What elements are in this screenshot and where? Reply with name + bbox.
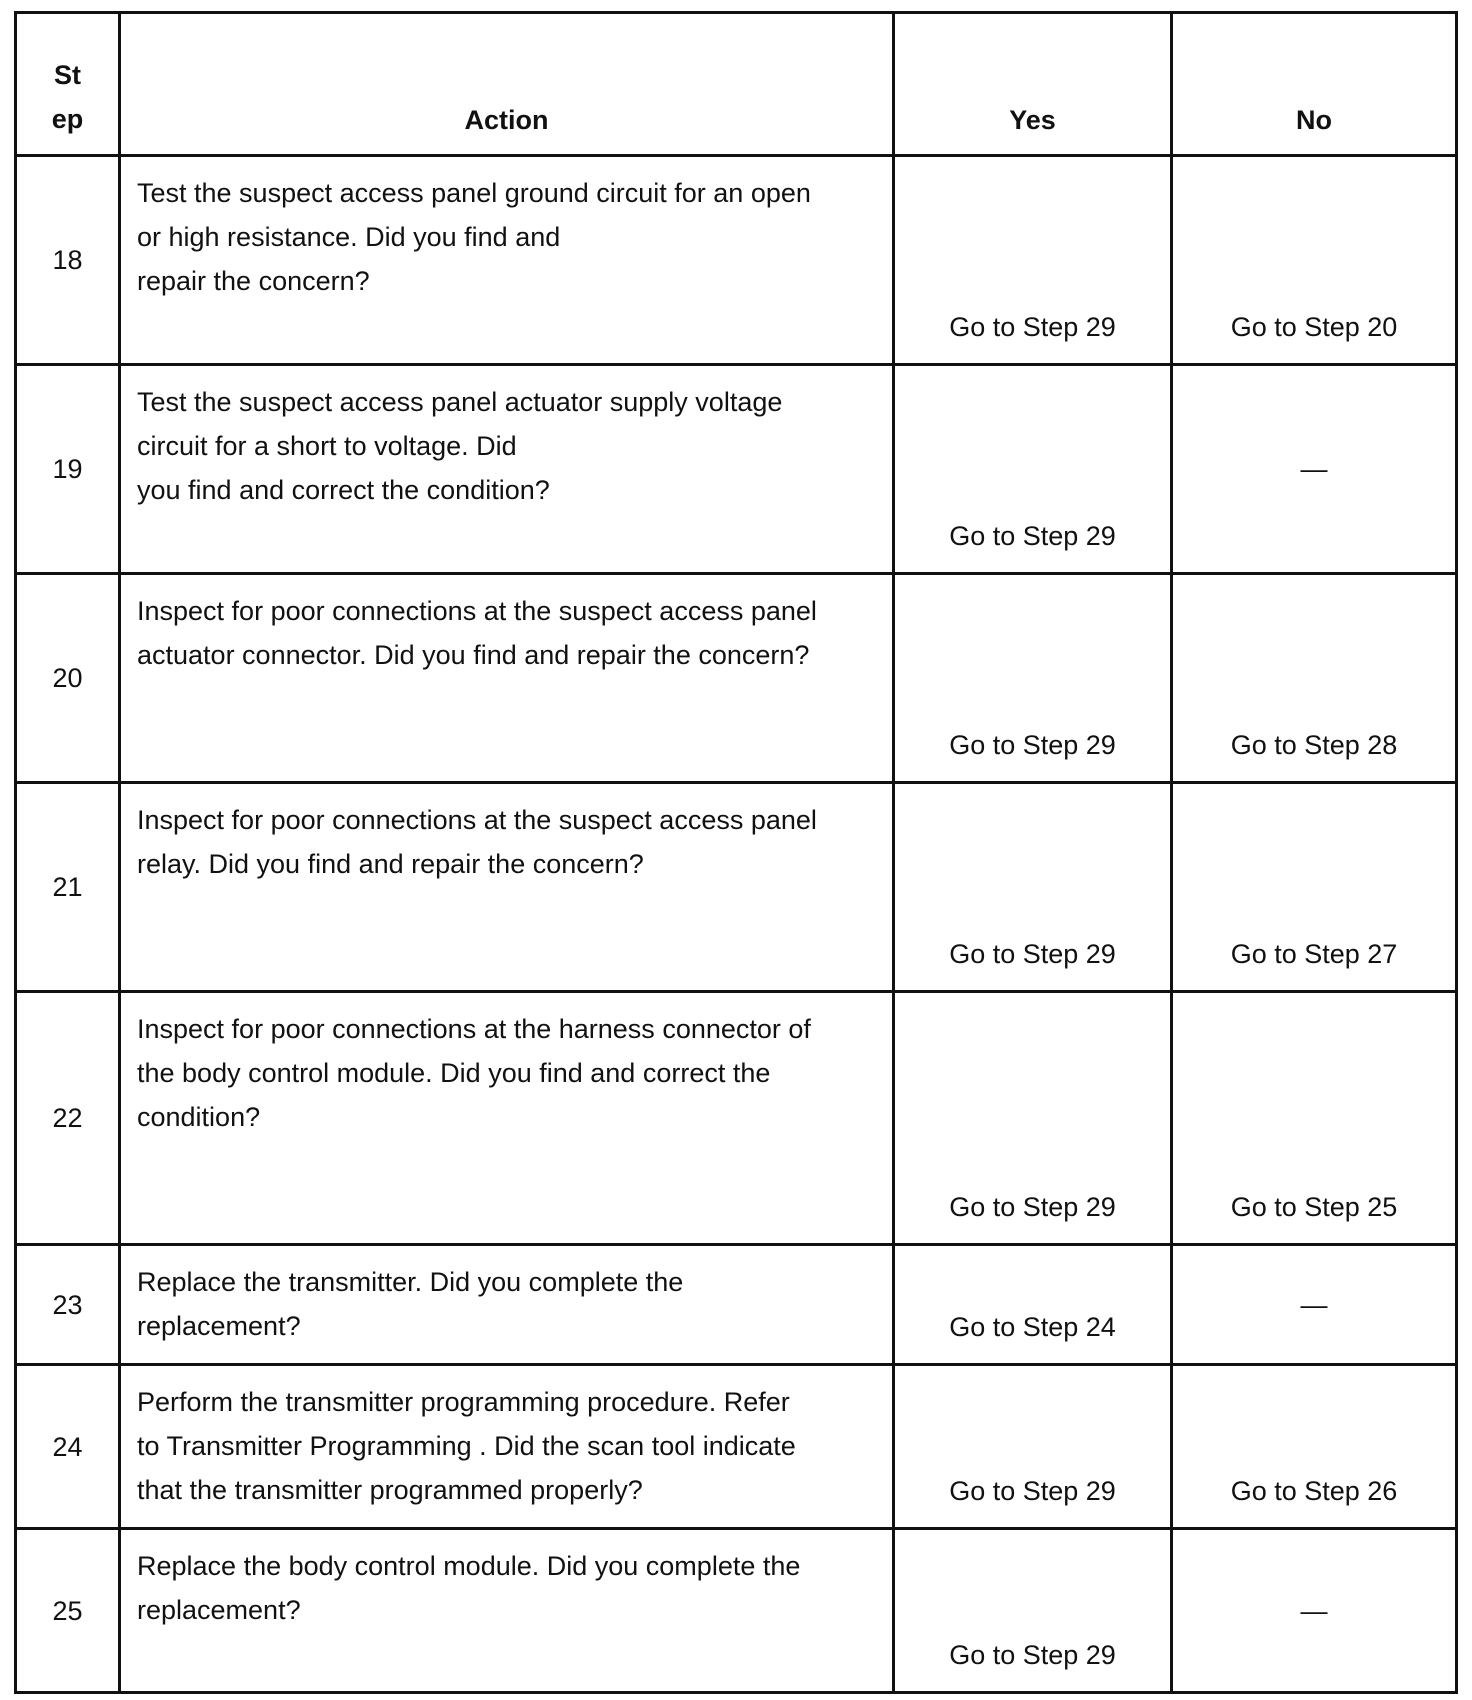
- table-row: [16, 365, 1457, 574]
- step-number: 23: [16, 1245, 120, 1365]
- action-line: Replace the transmitter. Did you complete the: [137, 1267, 684, 1297]
- no-result: —: [1172, 1529, 1457, 1693]
- no-result: —: [1172, 365, 1457, 574]
- action-text: [120, 992, 894, 1245]
- diagnostic-table: [14, 11, 1458, 1694]
- action-line: Perform the transmitter programming procedure. Refer: [137, 1387, 790, 1417]
- action-line: repair the concern?: [137, 266, 370, 296]
- action-line: Test the suspect access panel actuator supply voltage: [137, 387, 783, 417]
- action-line: the body control module. Did you find and correct the: [137, 1058, 771, 1088]
- action-line: replacement?: [137, 1595, 301, 1625]
- header-step: [16, 13, 120, 156]
- no-result: Go to Step 27: [1172, 783, 1457, 992]
- header-step-line1: St: [54, 60, 81, 90]
- action-text: [120, 156, 894, 365]
- action-line: you find and correct the condition?: [137, 475, 550, 505]
- table-header-row: [16, 13, 1457, 156]
- step-number: 18: [16, 156, 120, 365]
- header-no: No: [1172, 13, 1457, 156]
- action-text: [120, 1529, 894, 1693]
- step-number: 21: [16, 783, 120, 992]
- table-row: [16, 1365, 1457, 1529]
- action-line: condition?: [137, 1102, 261, 1132]
- yes-result: Go to Step 29: [894, 992, 1172, 1245]
- yes-result: Go to Step 29: [894, 156, 1172, 365]
- yes-result: Go to Step 29: [894, 1365, 1172, 1529]
- step-number: 20: [16, 574, 120, 783]
- action-text: [120, 1245, 894, 1365]
- table-row: [16, 783, 1457, 992]
- action-text: [120, 574, 894, 783]
- no-result: Go to Step 20: [1172, 156, 1457, 365]
- yes-result: Go to Step 29: [894, 574, 1172, 783]
- action-text: [120, 1365, 894, 1529]
- header-step-line2: ep: [51, 104, 84, 134]
- header-action: Action: [120, 13, 894, 156]
- step-number: 19: [16, 365, 120, 574]
- action-line: to Transmitter Programming . Did the scan tool indicate: [137, 1431, 796, 1461]
- no-result: Go to Step 25: [1172, 992, 1457, 1245]
- action-line: Inspect for poor connections at the harness connector of: [137, 1014, 811, 1044]
- action-text: [120, 783, 894, 992]
- step-number: 24: [16, 1365, 120, 1529]
- yes-result: Go to Step 29: [894, 783, 1172, 992]
- action-line: Test the suspect access panel ground circuit for an open: [137, 178, 811, 208]
- table-row: [16, 574, 1457, 783]
- table-row: [16, 1245, 1457, 1365]
- no-result: Go to Step 28: [1172, 574, 1457, 783]
- no-result: —: [1172, 1245, 1457, 1365]
- action-line: that the transmitter programmed properly?: [137, 1475, 643, 1505]
- header-yes: Yes: [894, 13, 1172, 156]
- table-row: [16, 156, 1457, 365]
- step-number: 22: [16, 992, 120, 1245]
- action-line: replacement?: [137, 1311, 301, 1341]
- action-line: or high resistance. Did you find and: [137, 222, 561, 252]
- yes-result: Go to Step 29: [894, 1529, 1172, 1693]
- action-line: relay. Did you find and repair the concern?: [137, 849, 644, 879]
- table-row: [16, 1529, 1457, 1693]
- action-line: Replace the body control module. Did you complete the: [137, 1551, 801, 1581]
- table-row: [16, 992, 1457, 1245]
- yes-result: Go to Step 24: [894, 1245, 1172, 1365]
- action-line: Inspect for poor connections at the suspect access panel: [137, 596, 817, 626]
- no-result: Go to Step 26: [1172, 1365, 1457, 1529]
- action-line: actuator connector. Did you find and repair the concern?: [137, 640, 810, 670]
- action-line: Inspect for poor connections at the suspect access panel: [137, 805, 817, 835]
- action-line: circuit for a short to voltage. Did: [137, 431, 517, 461]
- yes-result: Go to Step 29: [894, 365, 1172, 574]
- action-text: [120, 365, 894, 574]
- step-number: 25: [16, 1529, 120, 1693]
